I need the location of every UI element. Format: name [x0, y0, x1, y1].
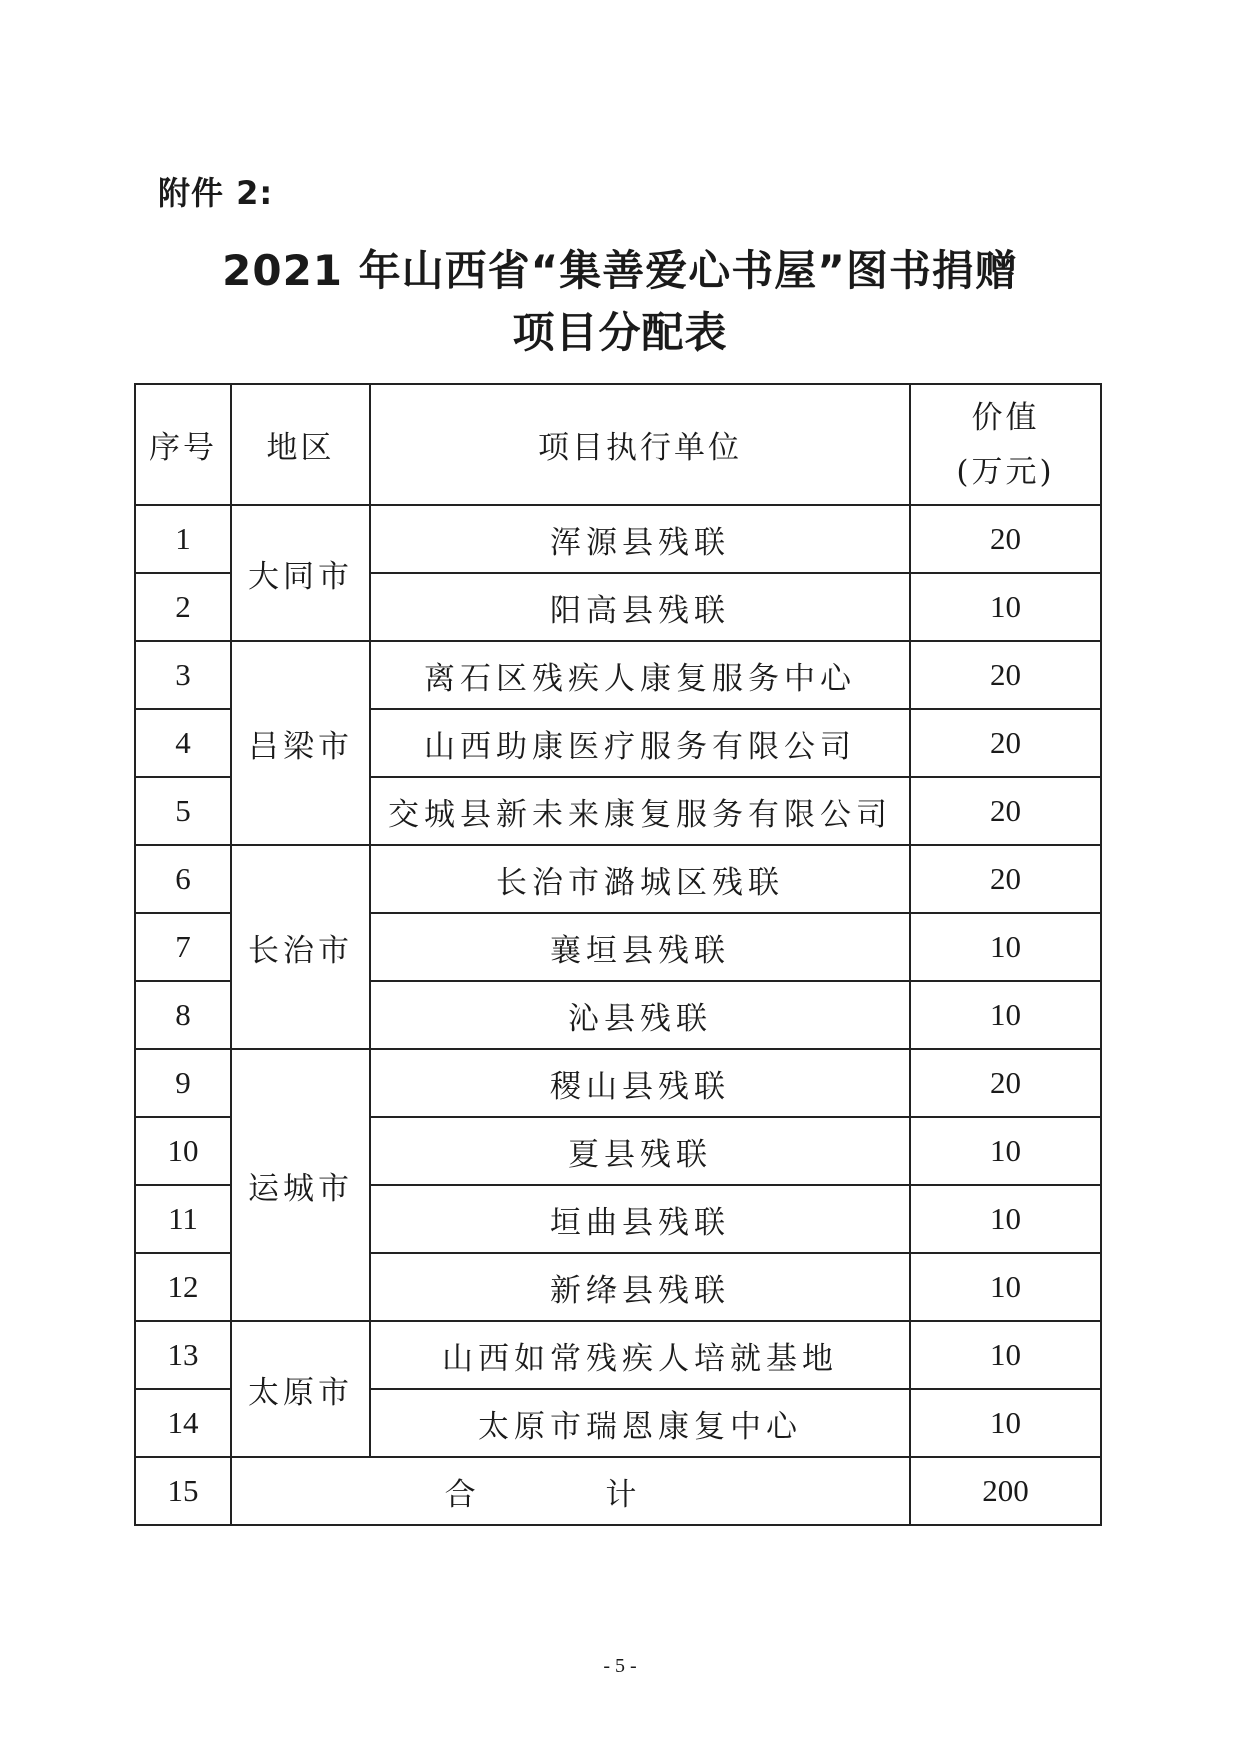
row-region: 吕梁市 [231, 641, 370, 845]
row-seq: 6 [135, 845, 231, 913]
header-seq: 序号 [135, 384, 231, 505]
row-region: 太原市 [231, 1321, 370, 1457]
row-value: 10 [910, 1253, 1101, 1321]
row-value: 10 [910, 981, 1101, 1049]
document-subtitle: 项目分配表 [512, 308, 728, 357]
row-unit: 襄垣县残联 [370, 913, 910, 981]
table-header-row [135, 384, 1101, 505]
total-seq: 15 [135, 1457, 231, 1525]
row-unit: 浑源县残联 [370, 505, 910, 573]
row-unit: 山西助康医疗服务有限公司 [370, 709, 910, 777]
table-row [135, 505, 1101, 573]
row-unit: 垣曲县残联 [370, 1185, 910, 1253]
row-value: 20 [910, 1049, 1101, 1117]
table-row [135, 641, 1101, 709]
header-region: 地区 [231, 384, 370, 505]
table-row [135, 845, 1101, 913]
row-unit: 山西如常残疾人培就基地 [370, 1321, 910, 1389]
row-seq: 2 [135, 573, 231, 641]
row-value: 10 [910, 573, 1101, 641]
row-seq: 14 [135, 1389, 231, 1457]
row-value: 20 [910, 845, 1101, 913]
row-unit: 沁县残联 [370, 981, 910, 1049]
row-value: 10 [910, 1185, 1101, 1253]
row-seq: 10 [135, 1117, 231, 1185]
row-region: 长治市 [231, 845, 370, 1049]
row-seq: 12 [135, 1253, 231, 1321]
row-seq: 3 [135, 641, 231, 709]
row-seq: 4 [135, 709, 231, 777]
table-row [135, 1321, 1101, 1389]
row-unit: 离石区残疾人康复服务中心 [370, 641, 910, 709]
header-unit: 项目执行单位 [370, 384, 910, 505]
row-unit: 夏县残联 [370, 1117, 910, 1185]
row-region: 运城市 [231, 1049, 370, 1321]
row-value: 20 [910, 641, 1101, 709]
row-value: 10 [910, 913, 1101, 981]
total-row [135, 1457, 1101, 1525]
row-seq: 9 [135, 1049, 231, 1117]
total-value: 200 [910, 1457, 1101, 1525]
row-seq: 7 [135, 913, 231, 981]
attachment-label: 附件 2: [158, 174, 274, 212]
row-value: 20 [910, 709, 1101, 777]
row-seq: 13 [135, 1321, 231, 1389]
total-label: 合 计 [231, 1457, 910, 1525]
row-value: 10 [910, 1389, 1101, 1457]
allocation-table [134, 383, 1102, 1526]
header-value-label: 价值 [971, 399, 1040, 436]
row-unit: 稷山县残联 [370, 1049, 910, 1117]
row-value: 10 [910, 1117, 1101, 1185]
header-value [910, 384, 1101, 505]
table-row [135, 1049, 1101, 1117]
row-unit: 太原市瑞恩康复中心 [370, 1389, 910, 1457]
row-seq: 5 [135, 777, 231, 845]
row-value: 20 [910, 505, 1101, 573]
row-value: 20 [910, 777, 1101, 845]
row-unit: 新绛县残联 [370, 1253, 910, 1321]
row-seq: 1 [135, 505, 231, 573]
row-value: 10 [910, 1321, 1101, 1389]
row-seq: 11 [135, 1185, 231, 1253]
row-unit: 交城县新未来康复服务有限公司 [370, 777, 910, 845]
document-title: 2021 年山西省“集善爱心书屋”图书捐赠 [222, 246, 1018, 295]
row-unit: 阳高县残联 [370, 573, 910, 641]
row-unit: 长治市潞城区残联 [370, 845, 910, 913]
row-seq: 8 [135, 981, 231, 1049]
row-region: 大同市 [231, 505, 370, 641]
page-number: - 5 - [603, 1655, 637, 1677]
header-value-unit: (万元) [956, 453, 1055, 490]
